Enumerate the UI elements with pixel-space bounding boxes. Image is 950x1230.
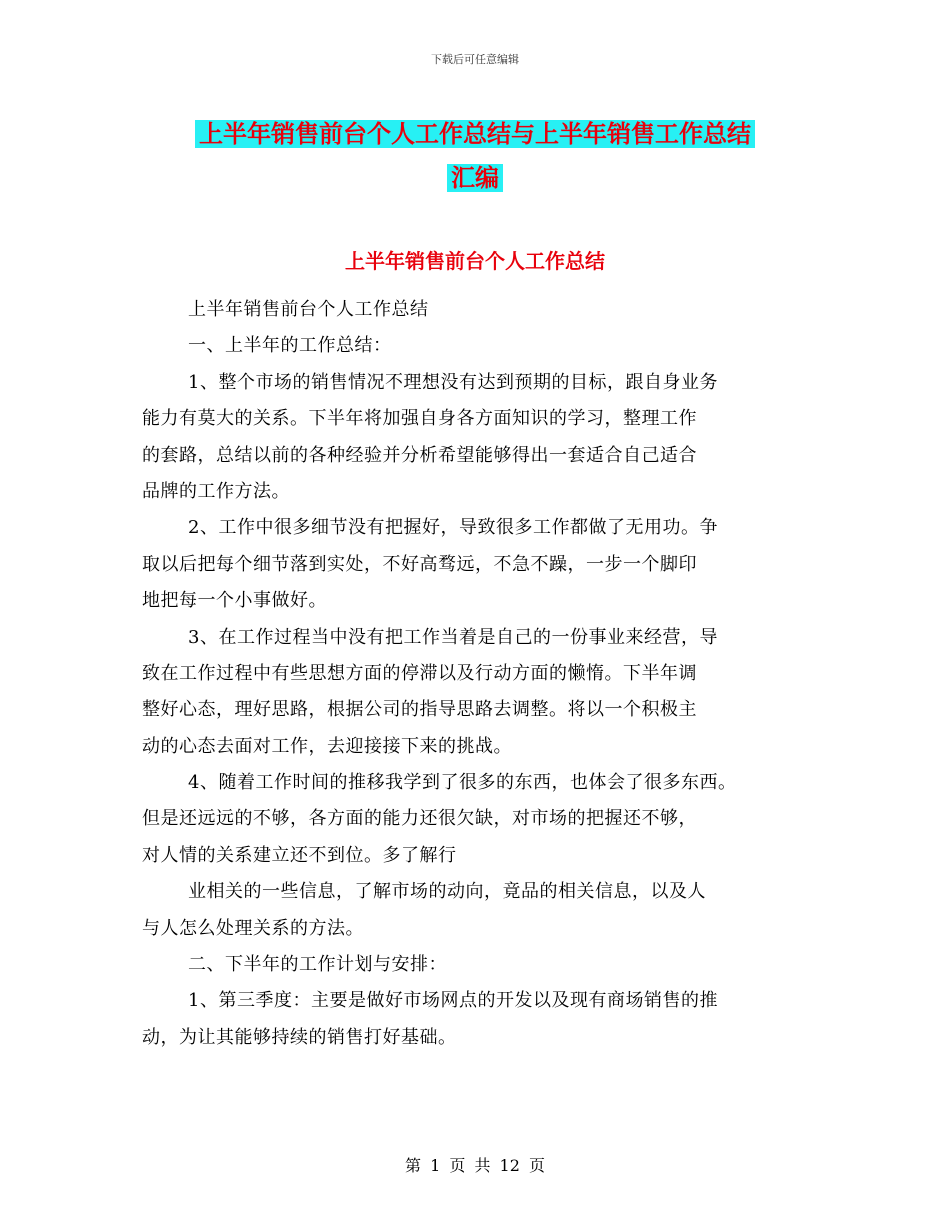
body-line: 4、随着工作时间的推移我学到了很多的东西，也体会了很多东西。 <box>188 772 737 794</box>
body-line: 业相关的一些信息，了解市场的动向，竟品的相关信息，以及人 <box>188 881 706 903</box>
body-line: 上半年销售前台个人工作总结 <box>188 299 429 320</box>
body-line: 1、第三季度：主要是做好市场网点的开发以及现有商场销售的推 <box>188 990 718 1012</box>
document-title-line-2: 汇编 <box>447 164 503 192</box>
body-line: 致在工作过程中有些思想方面的停滞以及行动方面的懒惰。下半年调 <box>142 662 697 684</box>
body-line: 动，为让其能够持续的销售打好基础。 <box>142 1026 457 1048</box>
document-title-line-1: 上半年销售前台个人工作总结与上半年销售工作总结 <box>195 120 755 148</box>
body-line: 对人情的关系建立还不到位。多了解行 <box>142 844 457 866</box>
body-line: 1、整个市场的销售情况不理想没有达到预期的目标，跟自身业务 <box>188 371 718 393</box>
body-line: 地把每一个小事做好。 <box>142 590 327 612</box>
body-line: 整好心态，理好思路，根据公司的指导思路去调整。将以一个积极主 <box>142 699 697 721</box>
body-line: 品牌的工作方法。 <box>142 480 290 502</box>
body-line: 一、上半年的工作总结： <box>188 335 392 357</box>
section-heading: 上半年销售前台个人工作总结 <box>345 249 605 273</box>
body-line: 的套路，总结以前的各种经验并分析希望能够得出一套适合自己适合 <box>142 444 697 466</box>
body-line: 与人怎么处理关系的方法。 <box>142 917 364 939</box>
body-line: 动的心态去面对工作，去迎接接下来的挑战。 <box>142 735 512 757</box>
page-number-footer: 第 1 页 共 12 页 <box>405 1156 545 1175</box>
page-header: 下载后可任意编辑 <box>431 53 519 66</box>
body-line: 2、工作中很多细节没有把握好，导致很多工作都做了无用功。争 <box>188 517 718 539</box>
body-line: 3、在工作过程当中没有把工作当着是自己的一份事业来经营，导 <box>188 626 718 648</box>
body-line: 能力有莫大的关系。下半年将加强自身各方面知识的学习，整理工作 <box>142 408 697 430</box>
document-title <box>0 112 950 200</box>
body-line: 二、下半年的工作计划与安排： <box>188 954 447 976</box>
body-line: 取以后把每个细节落到实处，不好高骛远，不急不躁，一步一个脚印 <box>142 553 697 575</box>
body-line: 但是还远远的不够，各方面的能力还很欠缺，对市场的把握还不够， <box>142 808 697 830</box>
document-body <box>142 292 810 1056</box>
